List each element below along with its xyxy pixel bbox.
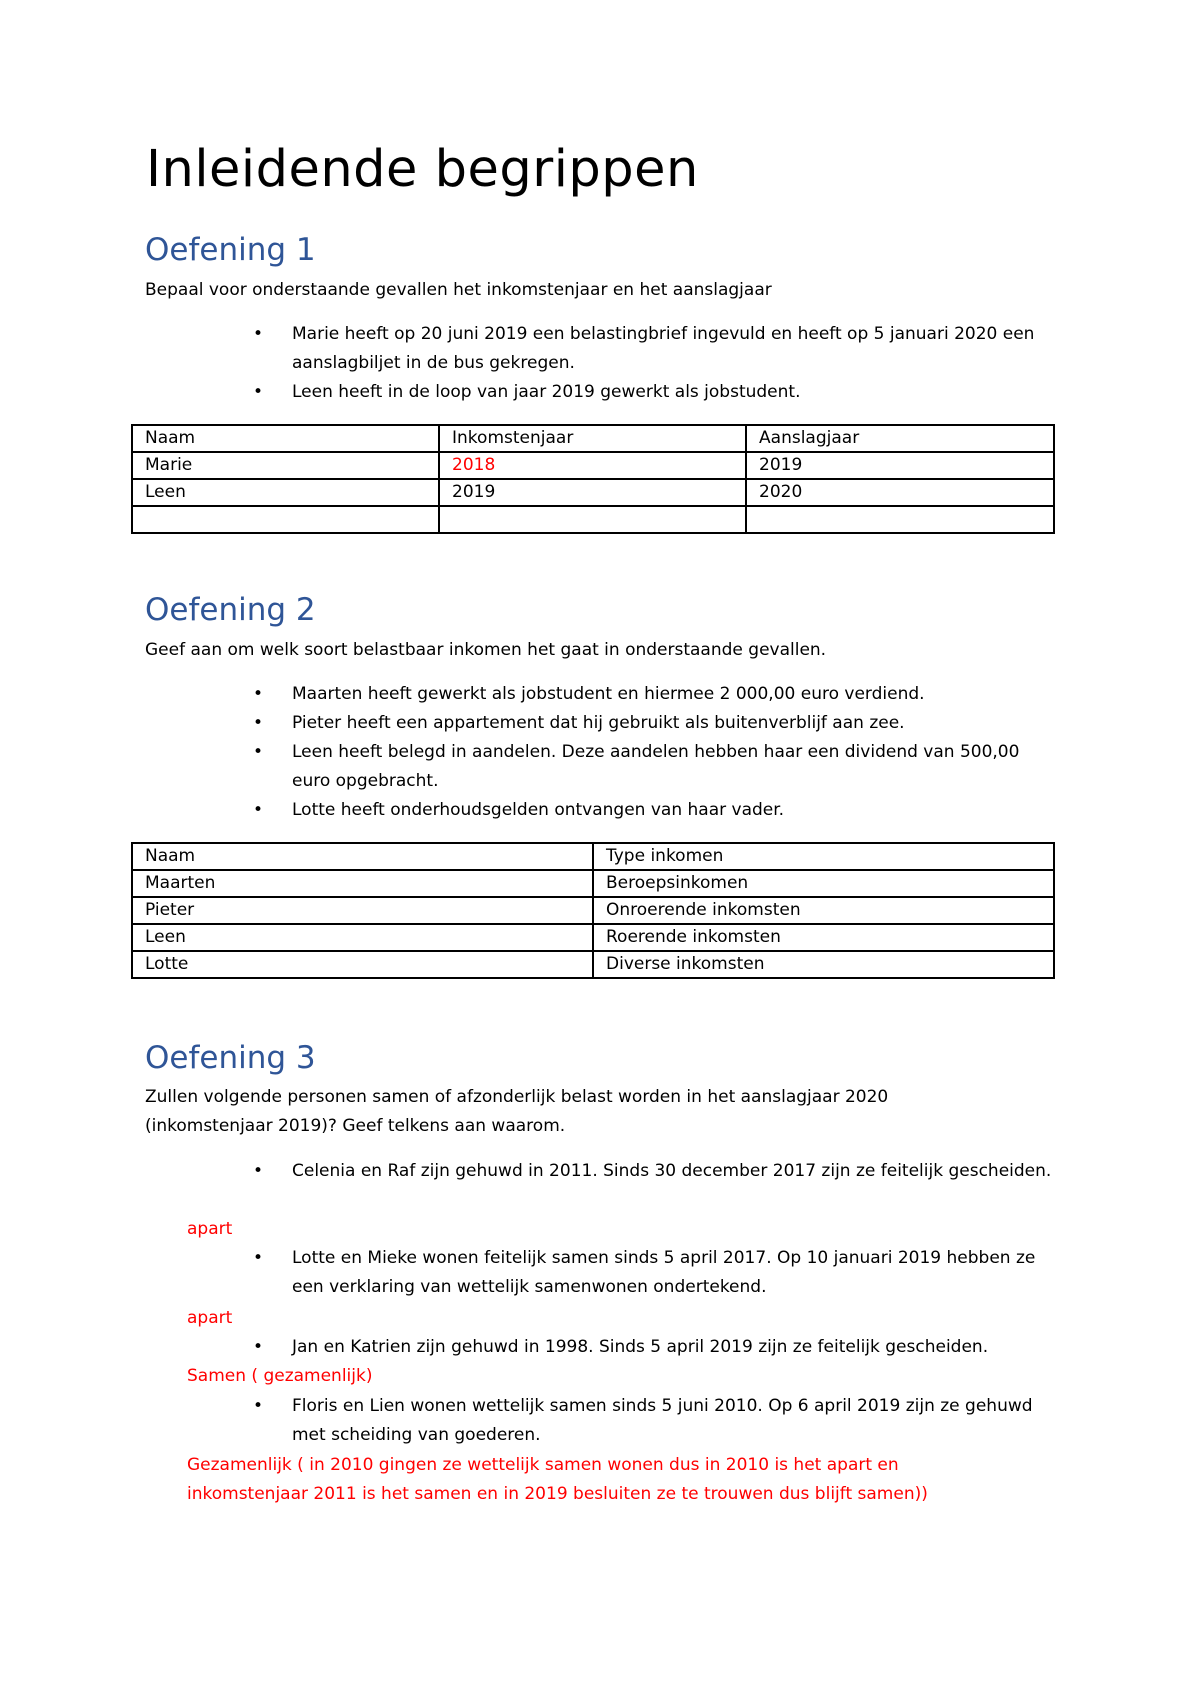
exercise-2-table xyxy=(131,842,1055,979)
exercise-3-case-1 xyxy=(0,1157,1054,1186)
table-cell: Diverse inkomsten xyxy=(593,951,1054,978)
table-cell: Roerende inkomsten xyxy=(593,924,1054,951)
bullet-icon: • xyxy=(253,382,264,402)
table-cell: Leen xyxy=(132,479,439,506)
table-row xyxy=(132,479,1054,506)
list-item: • Leen heeft in de loop van jaar 2019 gewerkt als jobstudent. xyxy=(0,378,1054,407)
table-row xyxy=(132,506,1054,533)
exercise-2-bullet-list xyxy=(0,680,1054,825)
exercise-3-case-3 xyxy=(0,1333,1054,1362)
table-cell: Maarten xyxy=(132,870,593,897)
table-cell: Onroerende inkomsten xyxy=(593,897,1054,924)
table-cell: 2019 xyxy=(746,452,1054,479)
bullet-icon: • xyxy=(253,684,264,704)
table-cell xyxy=(746,506,1054,533)
exercise-3-heading: Oefening 3 xyxy=(145,1040,316,1076)
table-header-cell: Type inkomen xyxy=(593,843,1054,870)
table-cell: Marie xyxy=(132,452,439,479)
exercise-3-answer-3: Samen ( gezamenlijk) xyxy=(187,1366,373,1386)
table-cell: Pieter xyxy=(132,897,593,924)
table-row xyxy=(132,870,1054,897)
table-header-cell: Aanslagjaar xyxy=(746,425,1054,452)
table-cell: 2020 xyxy=(746,479,1054,506)
bullet-icon: • xyxy=(253,1396,264,1416)
table-cell: Leen xyxy=(132,924,593,951)
list-item: • Pieter heeft een appartement dat hij gebruikt als buitenverblijf aan zee. xyxy=(0,709,1054,738)
table-header-cell: Naam xyxy=(132,843,593,870)
exercise-3-answer-4: Gezamenlijk ( in 2010 gingen ze wettelijk samen wonen dus in 2010 is het apart en inkomstenjaar 2011 is het samen en in 2019 besluiten ze te trouwen dus blijft samen)) xyxy=(187,1455,928,1504)
exercise-1-table xyxy=(131,424,1055,534)
list-item: • Jan en Katrien zijn gehuwd in 1998. Sinds 5 april 2019 zijn ze feitelijk gescheiden. xyxy=(0,1333,1054,1362)
list-item: • Lotte heeft onderhoudsgelden ontvangen van haar vader. xyxy=(0,796,1054,825)
list-item: • Leen heeft belegd in aandelen. Deze aandelen hebben haar een dividend van 500,00 euro opgebracht. xyxy=(0,738,1054,796)
exercise-1-heading: Oefening 1 xyxy=(145,232,316,268)
bullet-icon: • xyxy=(253,800,264,820)
list-item: • Lotte en Mieke wonen feitelijk samen sinds 5 april 2017. Op 10 januari 2019 hebben ze een verklaring van wettelijk samenwonen ondertekend. xyxy=(0,1244,1054,1302)
table-cell: Lotte xyxy=(132,951,593,978)
list-item: • Marie heeft op 20 juni 2019 een belastingbrief ingevuld en heeft op 5 januari 2020 een aanslagbiljet in de bus gekregen. xyxy=(0,320,1054,378)
exercise-2-intro: Geef aan om welk soort belastbaar inkomen het gaat in onderstaande gevallen. xyxy=(145,640,827,660)
list-item: • Celenia en Raf zijn gehuwd in 2011. Sinds 30 december 2017 zijn ze feitelijk gescheiden. xyxy=(0,1157,1054,1186)
exercise-3-answer-2: apart xyxy=(187,1308,233,1328)
table-row xyxy=(132,452,1054,479)
list-item: • Floris en Lien wonen wettelijk samen sinds 5 juni 2010. Op 6 april 2019 zijn ze gehuwd met scheiding van goederen. xyxy=(0,1392,1054,1450)
table-cell xyxy=(132,506,439,533)
table-row xyxy=(132,924,1054,951)
bullet-icon: • xyxy=(253,324,264,344)
list-item: • Maarten heeft gewerkt als jobstudent en hiermee 2 000,00 euro verdiend. xyxy=(0,680,1054,709)
exercise-3-case-2 xyxy=(0,1244,1054,1302)
bullet-icon: • xyxy=(253,1337,264,1357)
table-header-row xyxy=(132,425,1054,452)
exercise-3-case-4 xyxy=(0,1392,1054,1450)
table-row xyxy=(132,951,1054,978)
exercise-3-intro: Zullen volgende personen samen of afzonderlijk belast worden in het aanslagjaar 2020 (inkomstenjaar 2019)? Geef telkens aan waarom. xyxy=(145,1087,889,1136)
table-cell: 2018 xyxy=(439,452,746,479)
exercise-1-bullet-list xyxy=(0,320,1054,407)
exercise-2-heading: Oefening 2 xyxy=(145,592,316,628)
bullet-icon: • xyxy=(253,713,264,733)
table-cell xyxy=(439,506,746,533)
bullet-icon: • xyxy=(253,1248,264,1268)
table-header-row xyxy=(132,843,1054,870)
bullet-icon: • xyxy=(253,1161,264,1181)
table-cell: 2019 xyxy=(439,479,746,506)
bullet-icon: • xyxy=(253,742,264,762)
exercise-1-intro: Bepaal voor onderstaande gevallen het inkomstenjaar en het aanslagjaar xyxy=(145,280,772,300)
table-row xyxy=(132,897,1054,924)
table-header-cell: Naam xyxy=(132,425,439,452)
table-cell: Beroepsinkomen xyxy=(593,870,1054,897)
page-title: Inleidende begrippen xyxy=(146,140,699,199)
exercise-3-answer-1: apart xyxy=(187,1219,233,1239)
table-header-cell: Inkomstenjaar xyxy=(439,425,746,452)
